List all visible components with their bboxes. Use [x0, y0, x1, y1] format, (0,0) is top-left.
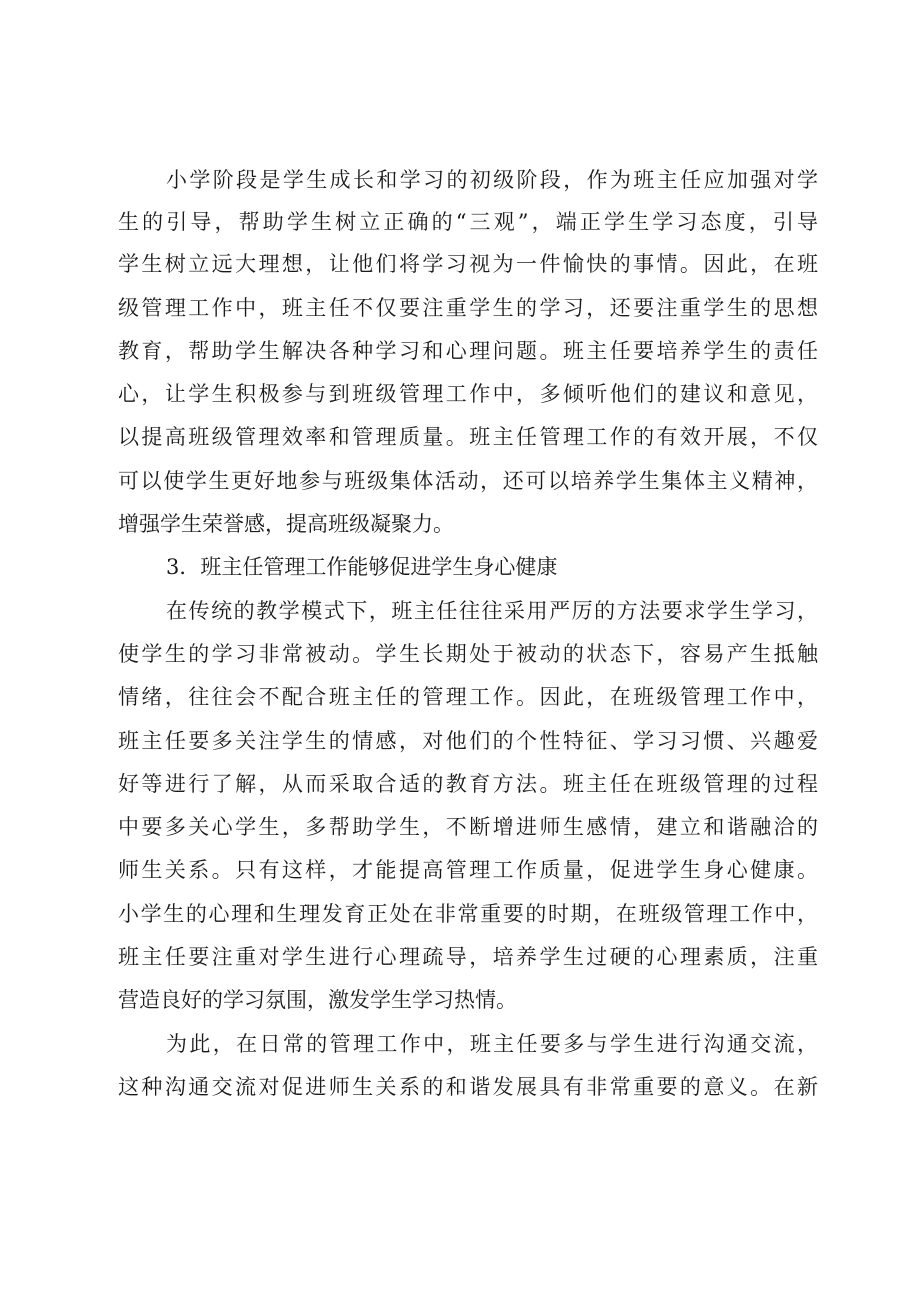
paragraph-line: 为此，在日常的管理工作中，班主任要多与学生进行沟通交流， — [166, 1032, 818, 1056]
paragraph-line: 好等进行了解，从而采取合适的教育方法。班主任在班级管理的过程 — [118, 772, 818, 796]
paragraph-line: 班主任要注重对学生进行心理疏导，培养学生过硬的心理素质，注重 — [118, 945, 818, 969]
paragraph-line: 在传统的教学模式下，班主任往往采用严厉的方法要求学生学习， — [166, 599, 818, 623]
paragraph-line: 小学生的心理和生理发育正处在非常重要的时期，在班级管理工作中， — [118, 902, 818, 926]
section-heading: 3．班主任管理工作能够促进学生身心健康 — [166, 555, 558, 579]
paragraph-line: 教育，帮助学生解决各种学习和心理问题。班主任要培养学生的责任 — [118, 339, 818, 363]
paragraph-line: 情绪，往往会不配合班主任的管理工作。因此，在班级管理工作中， — [118, 685, 818, 709]
paragraph-line: 这种沟通交流对促进师生关系的和谐发展具有非常重要的意义。在新 — [118, 1075, 818, 1099]
paragraph-line: 营造良好的学习氛围，激发学生学习热情。 — [118, 988, 517, 1012]
paragraph-line: 以提高班级管理效率和管理质量。班主任管理工作的有效开展，不仅 — [118, 425, 818, 449]
paragraph-line: 小学阶段是学生成长和学习的初级阶段，作为班主任应加强对学 — [166, 168, 818, 192]
paragraph-line: 心，让学生积极参与到班级管理工作中，多倾听他们的建议和意见， — [118, 382, 818, 406]
paragraph-line: 师生关系。只有这样，才能提高管理工作质量，促进学生身心健康。 — [118, 858, 818, 882]
paragraph-line: 增强学生荣誉感，提高班级凝聚力。 — [118, 512, 454, 536]
paragraph-line: 中要多关心学生，多帮助学生，不断增进师生感情，建立和谐融洽的 — [118, 815, 818, 839]
paragraph-line: 班主任要多关注学生的情感，对他们的个性特征、学习习惯、兴趣爱 — [118, 729, 818, 753]
paragraph-line: 级管理工作中，班主任不仅要注重学生的学习，还要注重学生的思想 — [118, 296, 818, 320]
paragraph-line: 学生树立远大理想，让他们将学习视为一件愉快的事情。因此，在班 — [118, 252, 818, 276]
paragraph-line: 使学生的学习非常被动。学生长期处于被动的状态下，容易产生抵触 — [118, 642, 818, 666]
paragraph-line: 生的引导，帮助学生树立正确的“三观”，端正学生学习态度，引导 — [118, 210, 818, 234]
paragraph-line: 可以使学生更好地参与班级集体活动，还可以培养学生集体主义精神， — [118, 469, 818, 493]
